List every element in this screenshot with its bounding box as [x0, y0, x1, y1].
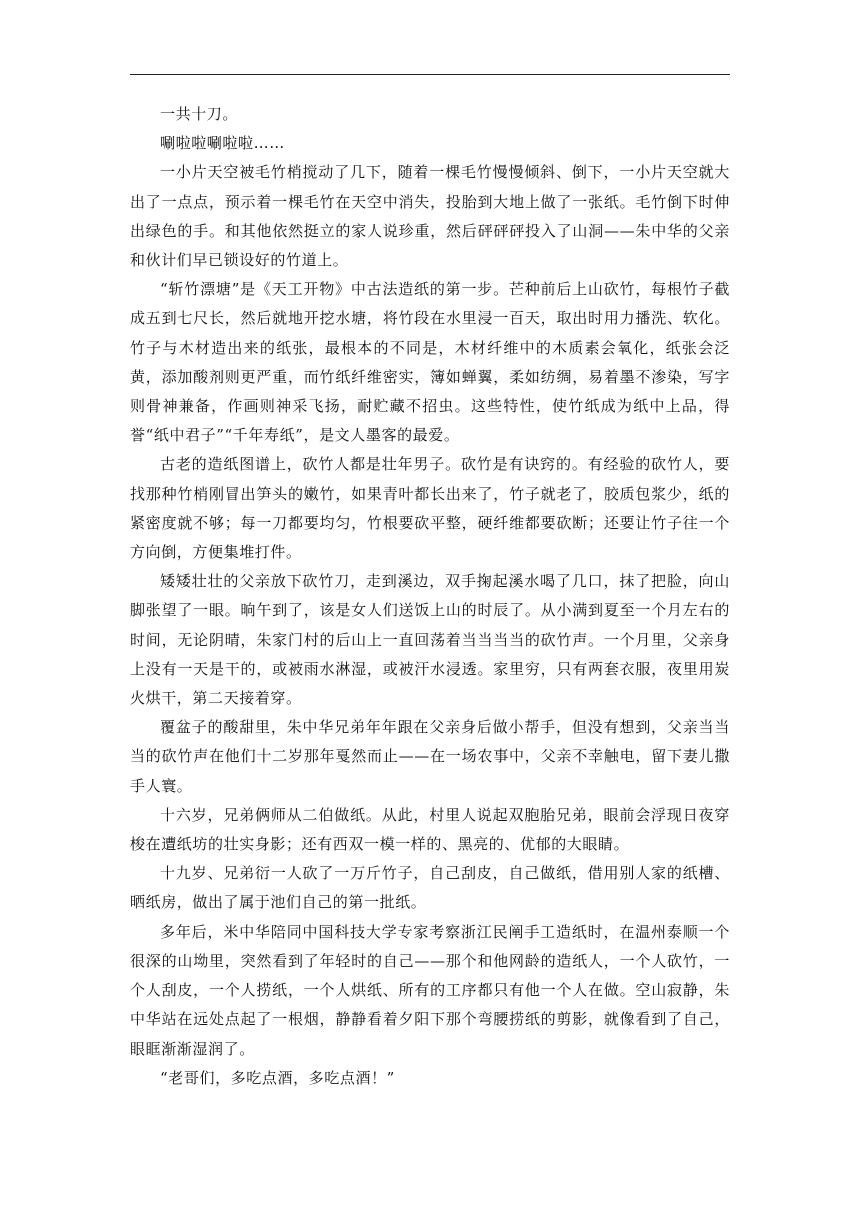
paragraph: 唰啦啦唰啦啦……: [160, 134, 285, 153]
paragraph: 十六岁，兄弟俩师从二伯做纸。从此，村里人说起双胞胎兄弟，眼前会浮现日夜穿梭在遭纸坊的壮实身影；还有西双一模一样的、黑亮的、优郁的大眼睛。: [130, 805, 730, 854]
paragraph: “斩竹漂塘”是《天工开物》中古法造纸的第一步。芒种前后上山砍竹，每根竹子截成五到七尺长，然后就地开挖水塘，将竹段在水里浸一百天，取出时用力播洗、软化。竹子与木材造出来的纸张，最根本的不同是，木材纤维中的木质素会氧化，纸张会泛黄，添加酸剂则更严重，而竹纸纤维密实，簿如蝉翼，柔如纺绸，易着墨不渗染，写字则骨神兼备，作画则神采飞扬，耐贮藏不招虫。这些特性，使竹纸成为纸中上品，得誉“纸中君子”“千年寿纸”，是文人墨客的最爱。: [130, 280, 730, 445]
paragraph: 一小片天空被毛竹梢搅动了几下，随着一棵毛竹慢慢倾斜、倒下，一小片天空就大出了一点点，预示着一棵毛竹在天空中消失，投胎到大地上做了一张纸。毛竹倒下时伸出绿色的手。和其他依然挺立的家人说珍重，然后砰砰砰投入了山洞——朱中华的父亲和伙计们早已锁设好的竹道上。: [130, 163, 730, 270]
document-body: [130, 100, 730, 1093]
paragraph: 矮矮壮壮的父亲放下砍竹刀，走到溪边，双手掬起溪水喝了几口，抹了把脸，向山脚张望了一眼。晌午到了，该是女人们送饭上山的时辰了。从小满到夏至一个月左右的时间，无论阴晴，朱家门村的后山上一直回荡着当当当当的砍竹声。一个月里，父亲身上没有一天是干的，或被雨水淋湿，或被汗水浸透。家里穷，只有两套衣服，夜里用炭火烘干，第二天接着穿。: [130, 572, 730, 708]
paragraph: 覆盆子的酸甜里，朱中华兄弟年年跟在父亲身后做小帮手，但没有想到，父亲当当当的砍竹声在他们十二岁那年戛然而止——在一场农事中，父亲不幸触电，留下妻儿撒手人寰。: [130, 718, 730, 795]
header-rule: [130, 74, 730, 75]
paragraph: “老哥们，多吃点酒，多吃点酒！”: [160, 1068, 395, 1087]
paragraph: 十九岁、兄弟衍一人砍了一万斤竹子，自己刮皮，自己做纸，借用别人家的纸槽、晒纸房，做出了属于池们自己的第一批纸。: [130, 864, 730, 912]
paragraph: 一共十刀。: [160, 105, 239, 123]
paragraph: 古老的造纸图谱上，砍竹人都是壮年男子。砍竹是有诀窍的。有经验的砍竹人，要找那种竹梢刚冒出笋头的嫩竹，如果青叶都长出来了，竹子就老了，胶质包浆少，纸的紧密度就不够；每一刀都要均匀，竹根要砍平整，硬纤维都要砍断；还要让竹子往一个方向倒，方便集堆打件。: [130, 455, 730, 562]
paragraph: 多年后，米中华陪同中国科技大学专家考察浙江民阐手工造纸时，在温州泰顺一个很深的山坳里，突然看到了年轻时的自己——那个和他网龄的造纸人，一个人砍竹，一个人刮皮，一个人捞纸，一个人烘纸、所有的工序都只有他一个人在做。空山寂静，朱中华站在远处点起了一根烟，静静看着夕阳下那个弯腰捞纸的剪影，就像看到了自己，眼眶渐渐湿润了。: [130, 922, 730, 1058]
